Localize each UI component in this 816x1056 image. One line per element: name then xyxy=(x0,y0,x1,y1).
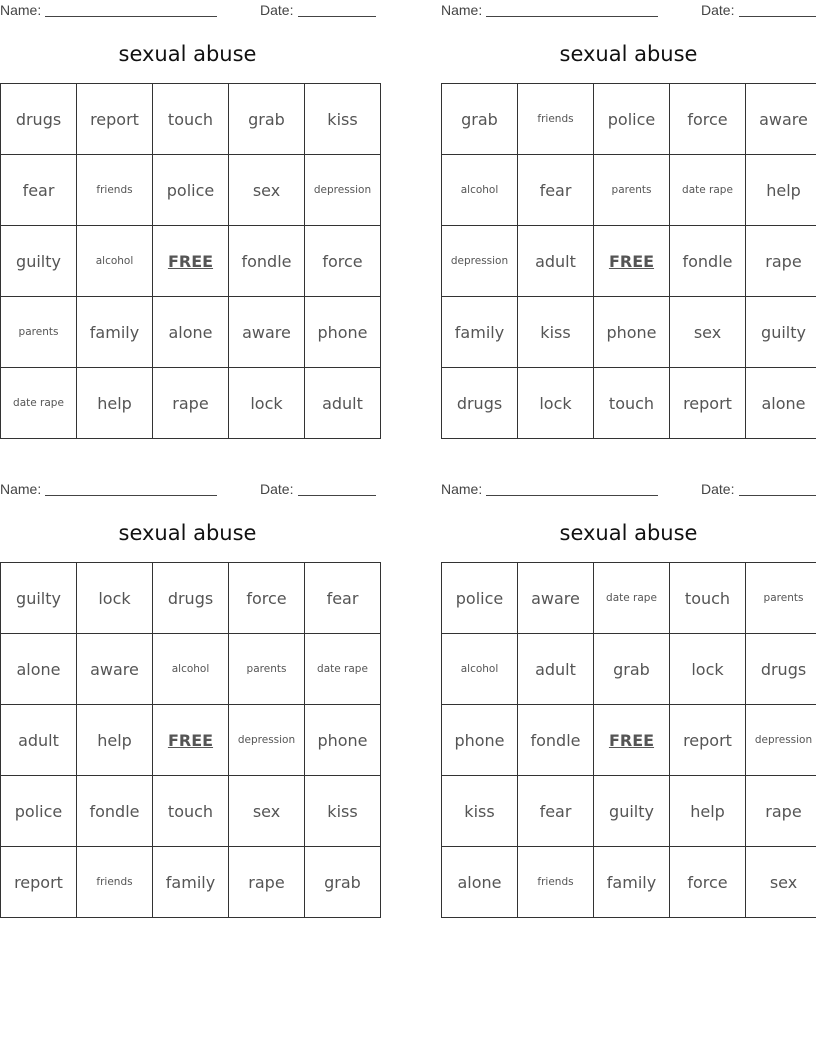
bingo-cell[interactable]: alcohol xyxy=(442,155,518,226)
name-blank-line[interactable] xyxy=(45,495,217,496)
bingo-cell[interactable]: guilty xyxy=(594,776,670,847)
bingo-cell[interactable]: sex xyxy=(746,847,816,918)
grid-row xyxy=(1,776,381,847)
bingo-cell[interactable]: fondle xyxy=(229,226,305,297)
grid-row xyxy=(442,155,816,226)
name-blank-line[interactable] xyxy=(486,16,658,17)
bingo-cell[interactable]: depression xyxy=(442,226,518,297)
bingo-cell[interactable]: force xyxy=(670,84,746,155)
bingo-cell[interactable]: family xyxy=(442,297,518,368)
bingo-cell[interactable]: phone xyxy=(442,705,518,776)
bingo-cell[interactable]: kiss xyxy=(518,297,594,368)
card-title: sexual abuse xyxy=(118,521,257,545)
bingo-cell[interactable]: fear xyxy=(1,155,77,226)
bingo-cell[interactable]: grab xyxy=(594,634,670,705)
bingo-cell[interactable]: alone xyxy=(746,368,816,439)
bingo-cell[interactable]: lock xyxy=(670,634,746,705)
bingo-cell[interactable]: friends xyxy=(518,847,594,918)
bingo-cell[interactable]: alcohol xyxy=(77,226,153,297)
grid-row xyxy=(1,847,381,918)
bingo-cell[interactable]: friends xyxy=(518,84,594,155)
card-header xyxy=(441,479,816,501)
bingo-cell[interactable]: parents xyxy=(594,155,670,226)
bingo-cell[interactable]: kiss xyxy=(442,776,518,847)
bingo-cell[interactable]: sex xyxy=(670,297,746,368)
bingo-cell[interactable]: alone xyxy=(442,847,518,918)
bingo-cell[interactable]: grab xyxy=(442,84,518,155)
bingo-cell[interactable]: report xyxy=(670,368,746,439)
bingo-cell[interactable]: drugs xyxy=(746,634,816,705)
grid-row xyxy=(1,563,381,634)
free-space-cell[interactable]: FREE xyxy=(594,226,670,297)
bingo-grid xyxy=(0,83,381,439)
bingo-card-4 xyxy=(441,479,816,892)
bingo-cell[interactable]: rape xyxy=(153,368,229,439)
bingo-cell[interactable]: lock xyxy=(518,368,594,439)
bingo-cell[interactable]: police xyxy=(594,84,670,155)
name-label: Name: xyxy=(441,481,483,497)
grid-row xyxy=(1,705,381,776)
bingo-cell[interactable]: alcohol xyxy=(442,634,518,705)
bingo-cell[interactable]: drugs xyxy=(442,368,518,439)
date-blank-line[interactable] xyxy=(739,16,816,17)
bingo-cell[interactable]: drugs xyxy=(153,563,229,634)
grid-row xyxy=(1,84,381,155)
bingo-cell[interactable]: date rape xyxy=(594,563,670,634)
grid-row xyxy=(442,705,816,776)
bingo-cell[interactable]: report xyxy=(1,847,77,918)
grid-row xyxy=(442,297,816,368)
bingo-grid xyxy=(441,83,816,439)
grid-row xyxy=(442,563,816,634)
card-header xyxy=(441,0,816,22)
bingo-cell[interactable]: help xyxy=(77,705,153,776)
grid-row xyxy=(442,634,816,705)
bingo-cell[interactable]: fondle xyxy=(518,705,594,776)
bingo-card-1 xyxy=(0,0,375,413)
name-label: Name: xyxy=(0,481,42,497)
bingo-cell[interactable]: rape xyxy=(746,226,816,297)
bingo-cell[interactable]: sex xyxy=(229,776,305,847)
name-label: Name: xyxy=(0,2,42,18)
grid-row xyxy=(442,84,816,155)
card-title: sexual abuse xyxy=(559,521,698,545)
bingo-cell[interactable]: alone xyxy=(153,297,229,368)
bingo-cell[interactable]: help xyxy=(746,155,816,226)
grid-row xyxy=(442,226,816,297)
bingo-cell[interactable]: guilty xyxy=(1,226,77,297)
bingo-cell[interactable]: lock xyxy=(229,368,305,439)
bingo-grid xyxy=(0,562,381,918)
bingo-cell[interactable]: aware xyxy=(518,563,594,634)
bingo-cell[interactable]: depression xyxy=(746,705,816,776)
bingo-cell[interactable]: touch xyxy=(594,368,670,439)
card-header xyxy=(0,0,375,22)
bingo-cell[interactable]: date rape xyxy=(305,634,381,705)
bingo-cell[interactable]: help xyxy=(670,776,746,847)
grid-row xyxy=(442,776,816,847)
bingo-cell[interactable]: touch xyxy=(153,84,229,155)
bingo-cell[interactable]: lock xyxy=(77,563,153,634)
bingo-cell[interactable]: fondle xyxy=(77,776,153,847)
bingo-cell[interactable]: depression xyxy=(305,155,381,226)
grid-row xyxy=(1,155,381,226)
bingo-cell[interactable]: force xyxy=(670,847,746,918)
bingo-cell[interactable]: parents xyxy=(229,634,305,705)
bingo-cell[interactable]: aware xyxy=(746,84,816,155)
grid-row xyxy=(1,634,381,705)
bingo-cell[interactable]: police xyxy=(1,776,77,847)
bingo-cell[interactable]: adult xyxy=(1,705,77,776)
bingo-cell[interactable]: fondle xyxy=(670,226,746,297)
bingo-cell[interactable]: friends xyxy=(77,847,153,918)
bingo-cell[interactable]: touch xyxy=(153,776,229,847)
card-title: sexual abuse xyxy=(118,42,257,66)
bingo-cell[interactable]: family xyxy=(77,297,153,368)
bingo-cell[interactable]: kiss xyxy=(305,776,381,847)
date-label: Date: xyxy=(701,481,735,497)
bingo-cell[interactable]: guilty xyxy=(746,297,816,368)
bingo-cell[interactable]: fear xyxy=(518,155,594,226)
bingo-cell[interactable]: alcohol xyxy=(153,634,229,705)
bingo-cell[interactable]: fear xyxy=(305,563,381,634)
free-space-cell[interactable]: FREE xyxy=(594,705,670,776)
bingo-cell[interactable]: force xyxy=(305,226,381,297)
bingo-cell[interactable]: parents xyxy=(1,297,77,368)
bingo-cell[interactable]: date rape xyxy=(1,368,77,439)
bingo-cell[interactable]: grab xyxy=(229,84,305,155)
date-label: Date: xyxy=(260,481,294,497)
bingo-cell[interactable]: drugs xyxy=(1,84,77,155)
bingo-cell[interactable]: rape xyxy=(229,847,305,918)
date-label: Date: xyxy=(260,2,294,18)
card-title: sexual abuse xyxy=(559,42,698,66)
bingo-cell[interactable]: friends xyxy=(77,155,153,226)
card-header xyxy=(0,479,375,501)
bingo-cell[interactable]: adult xyxy=(518,226,594,297)
grid-row xyxy=(442,847,816,918)
bingo-cell[interactable]: parents xyxy=(746,563,816,634)
free-space-cell[interactable]: FREE xyxy=(153,226,229,297)
bingo-cell[interactable]: guilty xyxy=(1,563,77,634)
bingo-cell[interactable]: phone xyxy=(305,297,381,368)
bingo-cell[interactable]: phone xyxy=(594,297,670,368)
bingo-cell[interactable]: depression xyxy=(229,705,305,776)
bingo-cell[interactable]: police xyxy=(442,563,518,634)
bingo-cell[interactable]: kiss xyxy=(305,84,381,155)
bingo-cell[interactable]: grab xyxy=(305,847,381,918)
name-blank-line[interactable] xyxy=(45,16,217,17)
bingo-cell[interactable]: report xyxy=(670,705,746,776)
date-blank-line[interactable] xyxy=(298,495,376,496)
bingo-cell[interactable]: family xyxy=(594,847,670,918)
bingo-cell[interactable]: aware xyxy=(77,634,153,705)
bingo-cell[interactable]: force xyxy=(229,563,305,634)
bingo-cell[interactable]: report xyxy=(77,84,153,155)
name-label: Name: xyxy=(441,2,483,18)
bingo-card-3 xyxy=(0,479,375,892)
bingo-cell[interactable]: alone xyxy=(1,634,77,705)
bingo-cell[interactable]: adult xyxy=(305,368,381,439)
grid-row xyxy=(1,297,381,368)
grid-row xyxy=(1,226,381,297)
bingo-cell[interactable]: fear xyxy=(518,776,594,847)
free-space-cell[interactable]: FREE xyxy=(153,705,229,776)
bingo-cell[interactable]: aware xyxy=(229,297,305,368)
bingo-grid xyxy=(441,562,816,918)
date-blank-line[interactable] xyxy=(739,495,816,496)
bingo-cell[interactable]: adult xyxy=(518,634,594,705)
name-blank-line[interactable] xyxy=(486,495,658,496)
bingo-cell[interactable]: rape xyxy=(746,776,816,847)
grid-row xyxy=(1,368,381,439)
date-label: Date: xyxy=(701,2,735,18)
bingo-cell[interactable]: family xyxy=(153,847,229,918)
grid-row xyxy=(442,368,816,439)
bingo-cell[interactable]: date rape xyxy=(670,155,746,226)
date-blank-line[interactable] xyxy=(298,16,376,17)
bingo-cell[interactable]: help xyxy=(77,368,153,439)
bingo-card-2 xyxy=(441,0,816,413)
bingo-cell[interactable]: touch xyxy=(670,563,746,634)
bingo-cell[interactable]: sex xyxy=(229,155,305,226)
bingo-cell[interactable]: police xyxy=(153,155,229,226)
bingo-cell[interactable]: phone xyxy=(305,705,381,776)
